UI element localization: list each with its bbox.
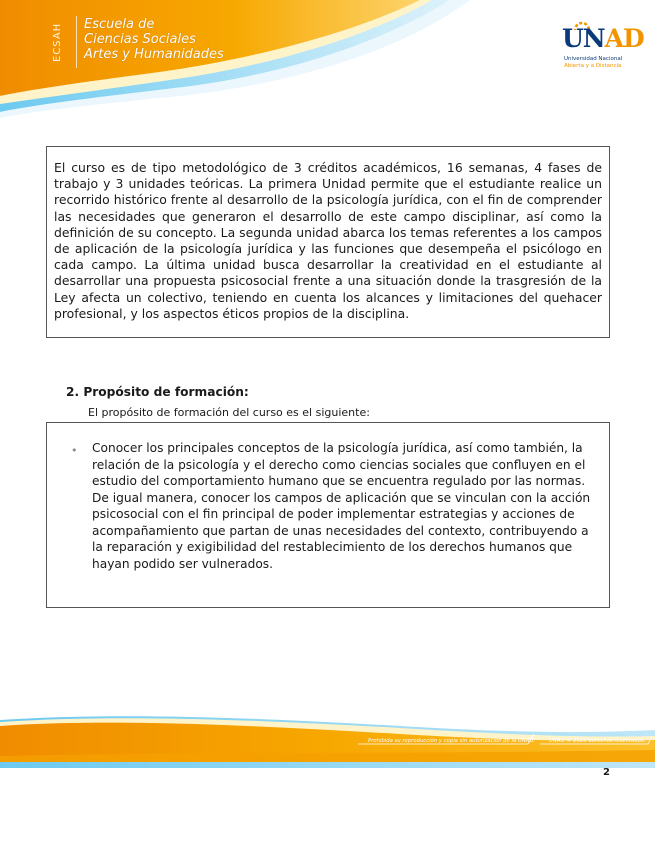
footer-copyright: UNAD © 2020 derechos reservados. bbox=[549, 738, 646, 744]
bullet-icon: • bbox=[71, 444, 78, 457]
school-name bbox=[84, 17, 264, 62]
page-header bbox=[0, 0, 655, 120]
section-heading-proposito: 2. Propósito de formación: bbox=[66, 385, 249, 399]
purpose-bullet-text: Conocer los principales conceptos de la psicología jurídica, así como también, la relación de la psicología y el derecho como ciencias sociales que confluyen en el estudio del comportamiento humano que se encuentra regulado por las normas. De igual manera, conocer los campos de aplicación que se vinculan con la acción psicosocial con el fin principal de poder implementar estrategias y acciones de acompañamiento que partan de unas necesidades del contexto, contribuyendo a la reparación y exigibilidad del restablecimiento de los derechos humanos que hayan podido ser vulnerados. bbox=[92, 441, 591, 571]
formation-purpose-box bbox=[46, 422, 610, 608]
school-acronym: ECSAH bbox=[52, 16, 77, 68]
section-intro-text: El propósito de formación del curso es el siguiente: bbox=[88, 406, 370, 419]
school-name-line-2: Ciencias Sociales bbox=[84, 32, 196, 47]
page-footer bbox=[0, 712, 655, 768]
unad-wordmark: UNAD bbox=[562, 24, 644, 53]
footer-notice: Prohibida su reproducción y copia sin autorización de la UNAD. bbox=[368, 738, 536, 744]
unad-logo bbox=[562, 14, 644, 74]
unad-subtitle-2: Abierta y a Distancia bbox=[564, 63, 622, 69]
course-description-text: El curso es de tipo metodológico de 3 créditos académicos, 16 semanas, 4 fases de trabajo y 3 unidades teóricas. La primera Unidad permite que el estudiante realice un recorrido histórico frente al desarrollo de la psicología jurídica, con el fin de comprender las necesidades que generaron el desarrollo de este campo disciplinar, así como la definición de su concepto. La segunda unidad abarca los temas referentes a los campos de aplicación de la psicología jurídica y las funciones que desempeña el psicólogo en cada campo. La última unidad busca desarrollar la creatividad en el estudiante al desarrollar una propuesta psicosocial frente a una situación donde la trasgresión de la Ley afecta un colectivo, teniendo en cuenta los alcances y limitaciones del quehacer profesional, y los aspectos éticos propios de la disciplina. bbox=[54, 160, 602, 321]
page-number: 2 bbox=[603, 767, 610, 778]
school-name-line-1: Escuela de bbox=[84, 17, 155, 32]
course-description-box bbox=[46, 146, 610, 338]
unad-subtitle-1: Universidad Nacional bbox=[564, 56, 623, 62]
school-name-line-3: Artes y Humanidades bbox=[84, 47, 224, 62]
